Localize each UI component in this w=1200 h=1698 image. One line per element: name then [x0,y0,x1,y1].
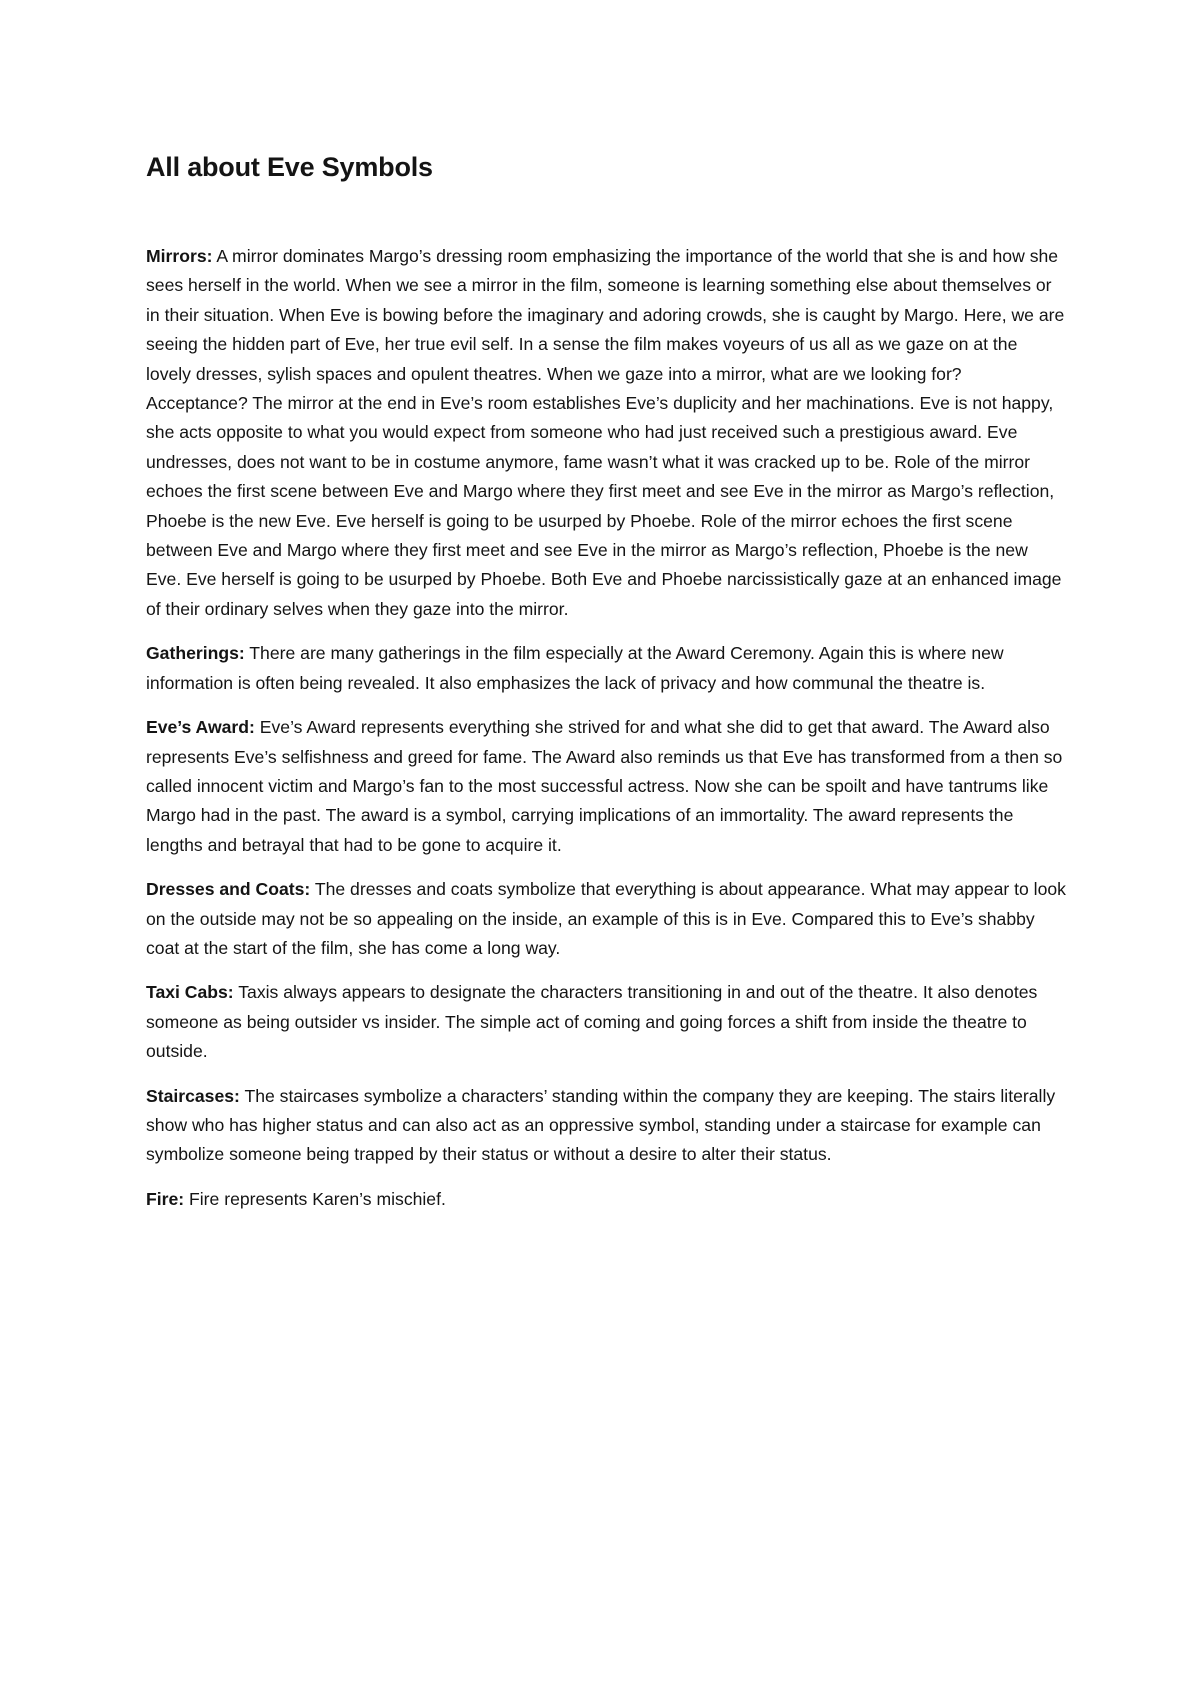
document-body [146,150,1066,1229]
section-fire [146,1185,1066,1214]
section-gatherings [146,639,1066,698]
section-text: The dresses and coats symbolize that everything is about appearance. What may appear to look on the outside may not be so appealing on the inside, an example of this is in Eve. Compared this to Eve’s shabby coat at the start of the film, she has come a long way. [146,879,1066,958]
section-term: Dresses and Coats: [146,879,311,900]
section-staircases [146,1082,1066,1170]
section-term: Mirrors: [146,246,213,266]
section-eves-award [146,713,1066,860]
section-text: Eve’s Award represents everything she strived for and what she did to get that award. The Award also represents Eve’s selfishness and greed for fame. The Award also reminds us that Eve has transformed from a then so called innocent victim and Margo’s fan to the most successful actress. Now she can be spoilt and have tantrums like Margo had in the past. The award is a symbol, carrying implications of an immortality. The award represents the lengths and betrayal that had to be gone to acquire it. [146,717,1063,855]
section-term: Gatherings: [146,643,245,664]
section-mirrors [146,242,1066,624]
section-text: There are many gatherings in the film especially at the Award Ceremony. Again this is where new information is often being revealed. It also emphasizes the lack of privacy and how communal the theatre is. [146,643,1004,693]
section-term: Staircases: [146,1085,240,1106]
section-term: Fire: [146,1188,185,1209]
section-term: Eve’s Award: [146,717,255,738]
section-dresses-and-coats [146,875,1066,963]
section-text: A mirror dominates Margo’s dressing room emphasizing the importance of the world that she is and how she sees herself in the world. When we see a mirror in the film, someone is learning something else about themselves or in their situation. When Eve is bowing before the imaginary and adoring crowds, she is caught by Margo. Here, we are seeing the hidden part of Eve, her true evil self. In a sense the film makes voyeurs of us all as we gaze on at the lovely dresses, sylish spaces and opulent theatres. When we gaze into a mirror, what are we looking for? Acceptance? The mirror at the end in Eve’s room establishes Eve’s duplicity and her machinations. Eve is not happy, she acts opposite to what you would expect from someone who had just received such a prestigious award. Eve undresses, does not want to be in costume anymore, fame wasn’t what it was cracked up to be. Role of the mirror echoes the first scene between Eve and Margo where they first meet and see Eve in the mirror as Margo’s reflection, Phoebe is the new Eve. Eve herself is going to be usurped by Phoebe. Role of the mirror echoes the first scene between Eve and Margo where they first meet and see Eve in the mirror as Margo’s reflection, Phoebe is the new Eve. Eve herself is going to be usurped by Phoebe. Both Eve and Phoebe narcissistically gaze at an enhanced image of their ordinary selves when they gaze into the mirror. [146,246,1065,619]
section-term: Taxi Cabs: [146,982,234,1003]
document-title: All about Eve Symbols [146,152,433,182]
section-text: Taxis always appears to designate the characters transitioning in and out of the theatre. It also denotes someone as being outsider vs insider. The simple act of coming and going forces a shift from inside the theatre to outside. [146,982,1038,1062]
section-text: The staircases symbolize a characters’ standing within the company they are keeping. The stairs literally show who has higher status and can also act as an oppressive symbol, standing under a staircase for example can symbolize someone being trapped by their status or without a desire to alter their status. [146,1085,1056,1165]
section-text: Fire represents Karen’s mischief. [184,1188,446,1209]
section-taxi-cabs [146,978,1066,1066]
